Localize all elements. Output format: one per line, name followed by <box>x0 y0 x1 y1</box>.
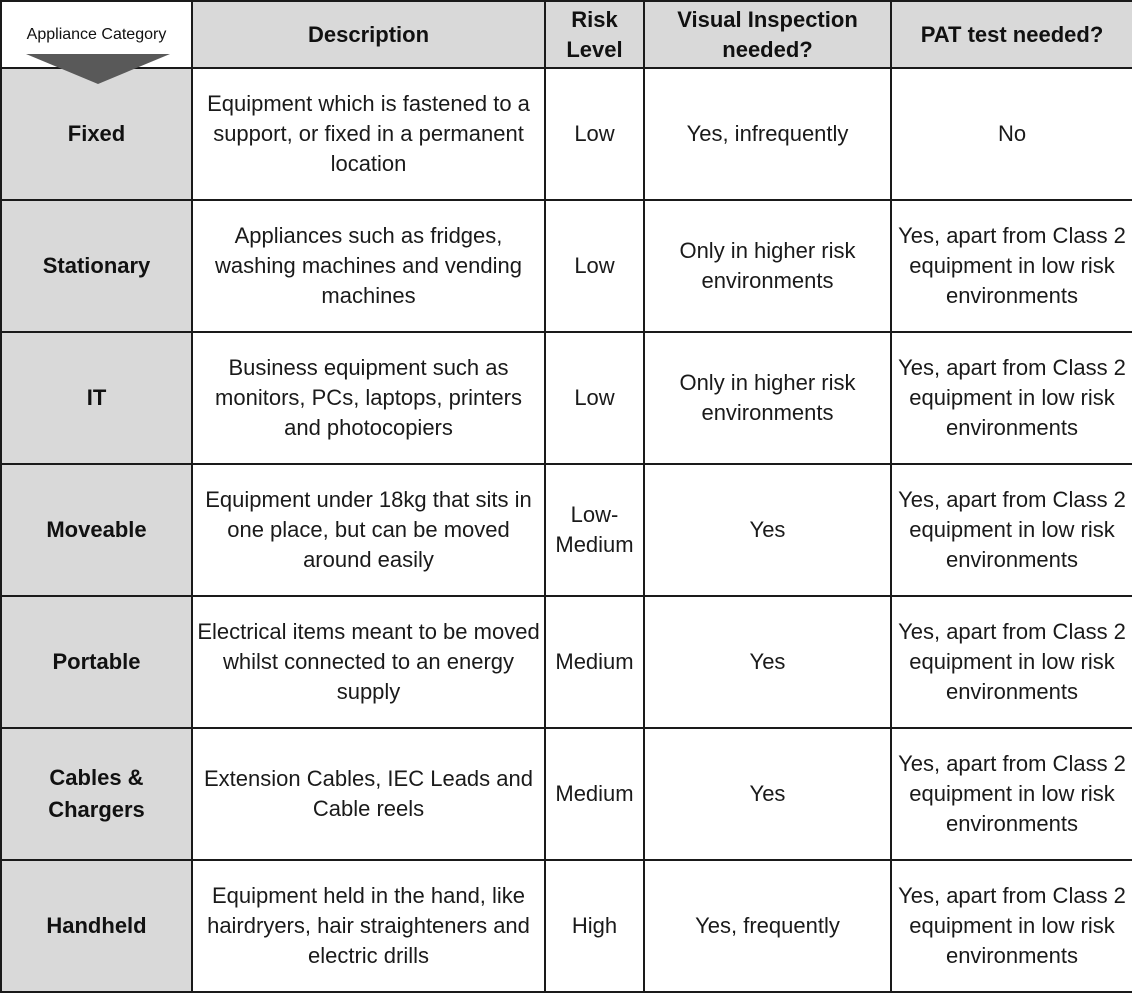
pat-test-cell: Yes, apart from Class 2 equipment in low risk environments <box>891 860 1132 992</box>
category-cell: Handheld <box>1 860 192 992</box>
visual-inspection-cell: Only in higher risk environments <box>644 332 891 464</box>
risk-level-cell: Low <box>545 200 644 332</box>
risk-level-cell: Medium <box>545 728 644 860</box>
category-cell: Cables & Chargers <box>1 728 192 860</box>
category-cell: IT <box>1 332 192 464</box>
category-cell: Portable <box>1 596 192 728</box>
visual-inspection-cell: Yes <box>644 728 891 860</box>
column-header-risk-level: Risk Level <box>545 1 644 68</box>
visual-inspection-cell: Yes, frequently <box>644 860 891 992</box>
table-row <box>1 464 1132 596</box>
pat-test-cell: Yes, apart from Class 2 equipment in low risk environments <box>891 200 1132 332</box>
risk-level-cell: Medium <box>545 596 644 728</box>
description-cell: Equipment held in the hand, like hairdryers, hair straighteners and electric drills <box>192 860 545 992</box>
description-cell: Business equipment such as monitors, PCs, laptops, printers and photocopiers <box>192 332 545 464</box>
column-header-visual-inspection: Visual Inspection needed? <box>644 1 891 68</box>
category-cell: Moveable <box>1 464 192 596</box>
visual-inspection-cell: Yes <box>644 464 891 596</box>
description-cell: Extension Cables, IEC Leads and Cable reels <box>192 728 545 860</box>
header-row <box>1 1 1132 68</box>
table-row <box>1 728 1132 860</box>
table-row <box>1 860 1132 992</box>
pat-test-cell: No <box>891 68 1132 200</box>
table-row <box>1 200 1132 332</box>
pat-test-cell: Yes, apart from Class 2 equipment in low risk environments <box>891 728 1132 860</box>
table-row <box>1 332 1132 464</box>
table-row <box>1 596 1132 728</box>
description-cell: Electrical items meant to be moved whilst connected to an energy supply <box>192 596 545 728</box>
appliance-category-label: Appliance Category <box>26 26 167 43</box>
risk-level-cell: Low <box>545 68 644 200</box>
description-cell: Equipment which is fastened to a support, or fixed in a permanent location <box>192 68 545 200</box>
visual-inspection-cell: Yes <box>644 596 891 728</box>
risk-level-cell: Low <box>545 332 644 464</box>
corner-header <box>1 1 192 68</box>
pat-test-cell: Yes, apart from Class 2 equipment in low risk environments <box>891 596 1132 728</box>
category-cell: Fixed <box>1 68 192 200</box>
description-cell: Equipment under 18kg that sits in one place, but can be moved around easily <box>192 464 545 596</box>
description-cell: Appliances such as fridges, washing machines and vending machines <box>192 200 545 332</box>
down-arrow-icon <box>26 54 170 84</box>
risk-level-cell: High <box>545 860 644 992</box>
column-header-pat-test: PAT test needed? <box>891 1 1132 68</box>
category-cell: Stationary <box>1 200 192 332</box>
visual-inspection-cell: Only in higher risk environments <box>644 200 891 332</box>
column-header-description: Description <box>192 1 545 68</box>
visual-inspection-cell: Yes, infrequently <box>644 68 891 200</box>
pat-test-cell: Yes, apart from Class 2 equipment in low risk environments <box>891 332 1132 464</box>
risk-level-cell: Low-Medium <box>545 464 644 596</box>
table-row <box>1 68 1132 200</box>
pat-test-cell: Yes, apart from Class 2 equipment in low risk environments <box>891 464 1132 596</box>
